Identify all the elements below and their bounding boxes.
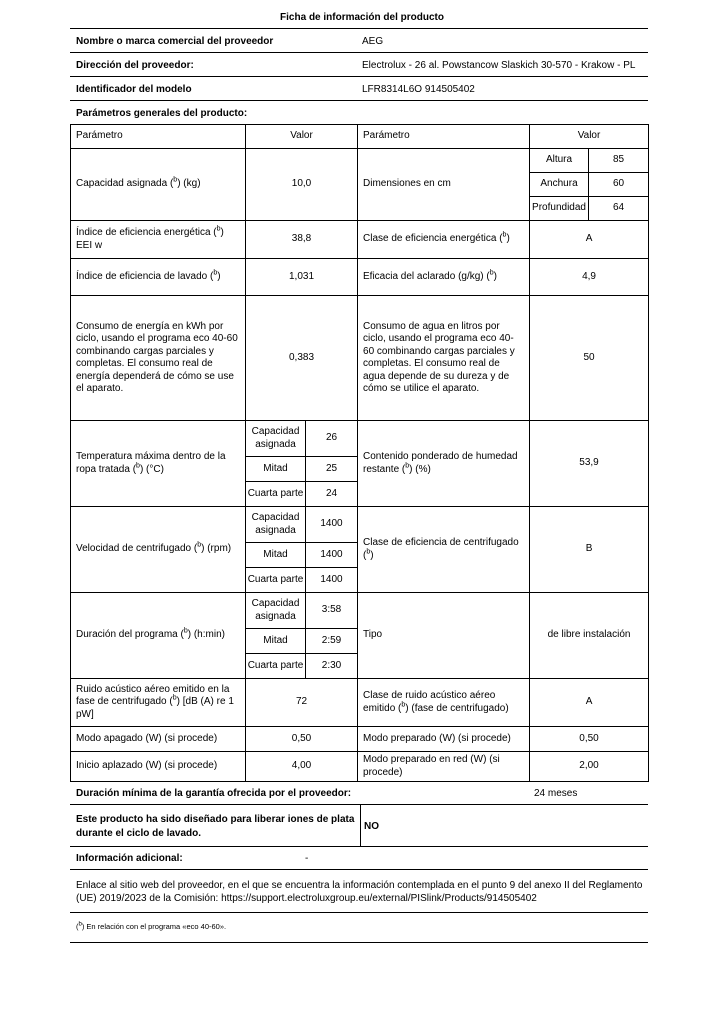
- additional-info-value: -: [305, 853, 309, 864]
- sub-half-label: Mitad: [246, 629, 306, 654]
- noise-class-value: A: [530, 679, 649, 727]
- off-mode-value: 0,50: [246, 727, 358, 752]
- duration-label: Duración del programa ($^b$) (h:min): [71, 593, 246, 679]
- divider: [70, 869, 648, 870]
- silver-ions-value: NO: [364, 821, 379, 832]
- energy-class-label: Clase de eficiencia energética ($^b$): [358, 221, 530, 259]
- table-row: [71, 752, 649, 782]
- washing-index-label: Índice de eficiencia de lavado ($^b$): [71, 259, 246, 296]
- water-consumption-label: Consumo de agua en litros por ciclo, usando el programa eco 40-60 combinando cargas parciales y completas. El consumo real de agua depende de su dureza y de cómo se utilice el aparato.: [358, 296, 530, 421]
- delay-start-value: 4,00: [246, 752, 358, 782]
- table-row: [71, 421, 649, 457]
- sub-rated-label: Capacidad asignada: [246, 593, 306, 629]
- water-consumption-value: 50: [530, 296, 649, 421]
- moisture-value: 53,9: [530, 421, 649, 507]
- table-row: [71, 149, 649, 173]
- page-title: Ficha de información del producto: [280, 12, 444, 23]
- table-row: [71, 125, 649, 149]
- duration-half: 2:59: [306, 629, 358, 654]
- off-mode-label: Modo apagado (W) (si procede): [71, 727, 246, 752]
- depth-label: Profundidad: [530, 197, 589, 221]
- parameters-table: [70, 124, 649, 782]
- silver-ions-label: Este producto ha sido diseñado para liberar iones de plata durante el ciclo de lavado.: [76, 814, 355, 839]
- divider: [70, 28, 648, 29]
- temperature-quarter: 24: [306, 482, 358, 507]
- noise-class-label: Clase de ruido acústico aéreo emitido ($^b$) (fase de centrifugado): [358, 679, 530, 727]
- table-row: [71, 507, 649, 543]
- height-value: 85: [589, 149, 649, 173]
- header-value: Valor: [246, 125, 358, 149]
- height-label: Altura: [530, 149, 589, 173]
- eei-label: Índice de eficiencia energética ($^b$) EEI w: [71, 221, 246, 259]
- energy-consumption-label: Consumo de energía en kWh por ciclo, usando el programa eco 40-60 combinando cargas parciales y completas. El consumo real de energía dependerá de cómo se use el aparato.: [71, 296, 246, 421]
- duration-rated: 3:58: [306, 593, 358, 629]
- temperature-rated: 26: [306, 421, 358, 457]
- warranty-value: 24 meses: [534, 788, 578, 799]
- width-label: Anchura: [530, 173, 589, 197]
- spin-speed-label: Velocidad de centrifugado ($^b$) (rpm): [71, 507, 246, 593]
- table-row: [71, 259, 649, 296]
- capacity-value: 10,0: [246, 149, 358, 221]
- sub-quarter-label: Cuarta parte: [246, 568, 306, 593]
- sub-rated-label: Capacidad asignada: [246, 421, 306, 457]
- header-value: Valor: [530, 125, 649, 149]
- networked-standby-label: Modo preparado en red (W) (si procede): [358, 752, 530, 782]
- spin-class-label: Clase de eficiencia de centrifugado ($^b$): [358, 507, 530, 593]
- rinsing-label: Eficacia del aclarado (g/kg) ($^b$): [358, 259, 530, 296]
- table-row: [71, 727, 649, 752]
- divider: [70, 804, 648, 805]
- divider: [360, 804, 361, 846]
- supplier-address-label: Dirección del proveedor:: [76, 60, 194, 71]
- sub-half-label: Mitad: [246, 457, 306, 482]
- rinsing-value: 4,9: [530, 259, 649, 296]
- temperature-half: 25: [306, 457, 358, 482]
- divider: [70, 100, 648, 101]
- sub-quarter-label: Cuarta parte: [246, 654, 306, 679]
- dimensions-label: Dimensiones en cm: [358, 149, 530, 221]
- model-label: Identificador del modelo: [76, 84, 192, 95]
- type-label: Tipo: [358, 593, 530, 679]
- sub-rated-label: Capacidad asignada: [246, 507, 306, 543]
- energy-class-value: A: [530, 221, 649, 259]
- spin-speed-half: 1400: [306, 543, 358, 568]
- spin-speed-quarter: 1400: [306, 568, 358, 593]
- divider: [70, 846, 648, 847]
- model-value: LFR8314L6O 914505402: [362, 84, 475, 95]
- temperature-label: Temperatura máxima dentro de la ropa tratada ($^b$) (°C): [71, 421, 246, 507]
- energy-consumption-value: 0,383: [246, 296, 358, 421]
- sub-half-label: Mitad: [246, 543, 306, 568]
- warranty-label: Duración mínima de la garantía ofrecida por el proveedor:: [76, 788, 352, 799]
- header-parameter: Parámetro: [71, 125, 246, 149]
- additional-info-label: Información adicional:: [76, 853, 183, 864]
- supplier-name-label: Nombre o marca comercial del proveedor: [76, 36, 274, 47]
- supplier-address-value: Electrolux - 26 al. Powstancow Slaskich 30-570 - Krakow - PL: [362, 60, 636, 71]
- delay-start-label: Inicio aplazado (W) (si procede): [71, 752, 246, 782]
- table-row: [71, 296, 649, 421]
- moisture-label: Contenido ponderado de humedad restante ($^b$) (%): [358, 421, 530, 507]
- standby-value: 0,50: [530, 727, 649, 752]
- supplier-name-value: AEG: [362, 36, 384, 47]
- spin-speed-rated: 1400: [306, 507, 358, 543]
- standby-label: Modo preparado (W) (si procede): [358, 727, 530, 752]
- divider: [70, 52, 648, 53]
- width-value: 60: [589, 173, 649, 197]
- table-row: [71, 593, 649, 629]
- type-value: de libre instalación: [530, 593, 649, 679]
- eei-value: 38,8: [246, 221, 358, 259]
- duration-quarter: 2:30: [306, 654, 358, 679]
- noise-value: 72: [246, 679, 358, 727]
- washing-index-value: 1,031: [246, 259, 358, 296]
- header-parameter: Parámetro: [358, 125, 530, 149]
- divider: [70, 912, 648, 913]
- general-parameters-label: Parámetros generales del producto:: [76, 108, 248, 119]
- divider: [70, 76, 648, 77]
- spin-class-value: B: [530, 507, 649, 593]
- depth-value: 64: [589, 197, 649, 221]
- footnote: ($^b$) En relación con el programa «eco 40-60».: [76, 921, 227, 931]
- table-row: [71, 221, 649, 259]
- supplier-link-text: Enlace al sitio web del proveedor, en el que se encuentra la información contemplada en el punto 9 del anexo II del Reglamento (UE) 2019/2023 de la Comisión: https://support.electroluxgroup.eu/external/PISlink/Products/914505402: [76, 880, 643, 904]
- capacity-label: Capacidad asignada ($^b$) (kg): [71, 149, 246, 221]
- sub-quarter-label: Cuarta parte: [246, 482, 306, 507]
- table-row: [71, 679, 649, 727]
- divider: [70, 942, 648, 943]
- noise-label: Ruido acústico aéreo emitido en la fase de centrifugado ($^b$) [dB (A) re 1 pW]: [71, 679, 246, 727]
- networked-standby-value: 2,00: [530, 752, 649, 782]
